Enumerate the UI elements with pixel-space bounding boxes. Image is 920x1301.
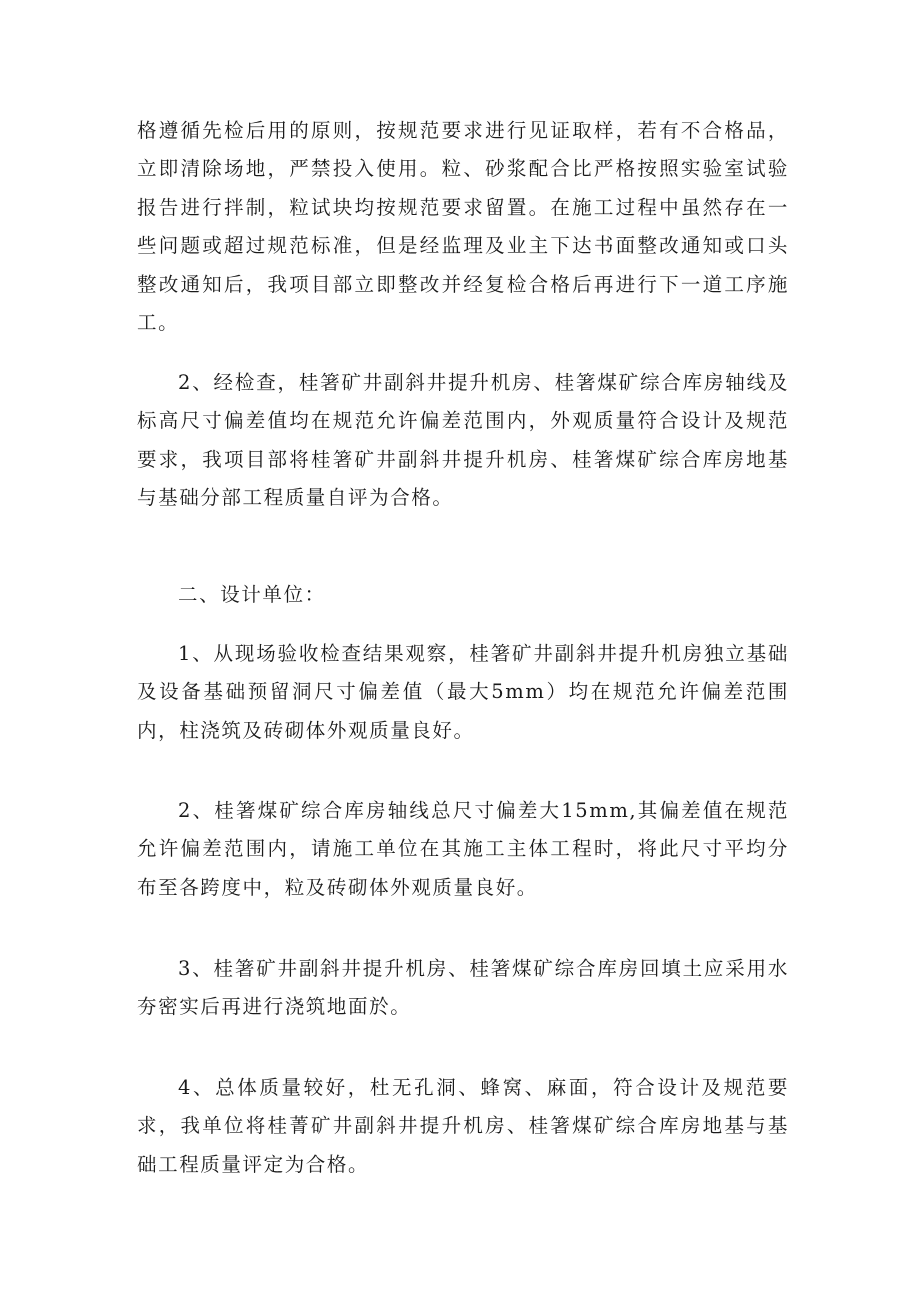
paragraph-item-2-construction: 2、经检查，桂箸矿井副斜井提升机房、桂箸煤矿综合库房轴线及标高尺寸偏差值均在规范允许偏差范围内，外观质量符合设计及规范要求，我项目部将桂箸矿井副斜井提升机房、桂箸煤矿综合库房地基与基础分部工程质量自评为合格。 <box>137 371 789 510</box>
paragraph-item-3-design: 3、桂箸矿井副斜井提升机房、桂箸煤矿综合库房回填土应采用水夯密实后再进行浇筑地面於。 <box>137 957 789 1019</box>
paragraph-item-4-design: 4、总体质量较好，杜无孔洞、蜂窝、麻面，符合设计及规范要求，我单位将桂菁矿井副斜井提升机房、桂箸煤矿综合库房地基与基础工程质量评定为合格。 <box>137 1076 789 1176</box>
paragraph-item-2-design: 2、桂箸煤矿综合库房轴线总尺寸偏差大15mm,其偏差值在规范允许偏差范围内，请施工单位在其施工主体工程时，将此尺寸平均分布至各跨度中，粒及砖砌体外观质量良好。 <box>137 799 789 899</box>
section-heading-design-unit: 二、设计单位： <box>178 583 326 606</box>
paragraph-item-1-design: 1、从现场验收检查结果观察，桂箸矿井副斜井提升机房独立基础及设备基础预留洞尺寸偏差值（最大5mm）均在规范允许偏差范围内，柱浇筑及砖砌体外观质量良好。 <box>137 642 789 742</box>
paragraph-continuation: 格遵循先检后用的原则，按规范要求进行见证取样，若有不合格品，立即清除场地，严禁投入使用。粒、砂浆配合比严格按照实验室试验报告进行拌制，粒试块均按规范要求留置。在施工过程中虽然存在一些问题或超过规范标准，但是经监理及业主下达书面整改通知或口头整改通知后，我项目部立即整改并经复检合格后再进行下一道工序施工。 <box>137 119 789 335</box>
